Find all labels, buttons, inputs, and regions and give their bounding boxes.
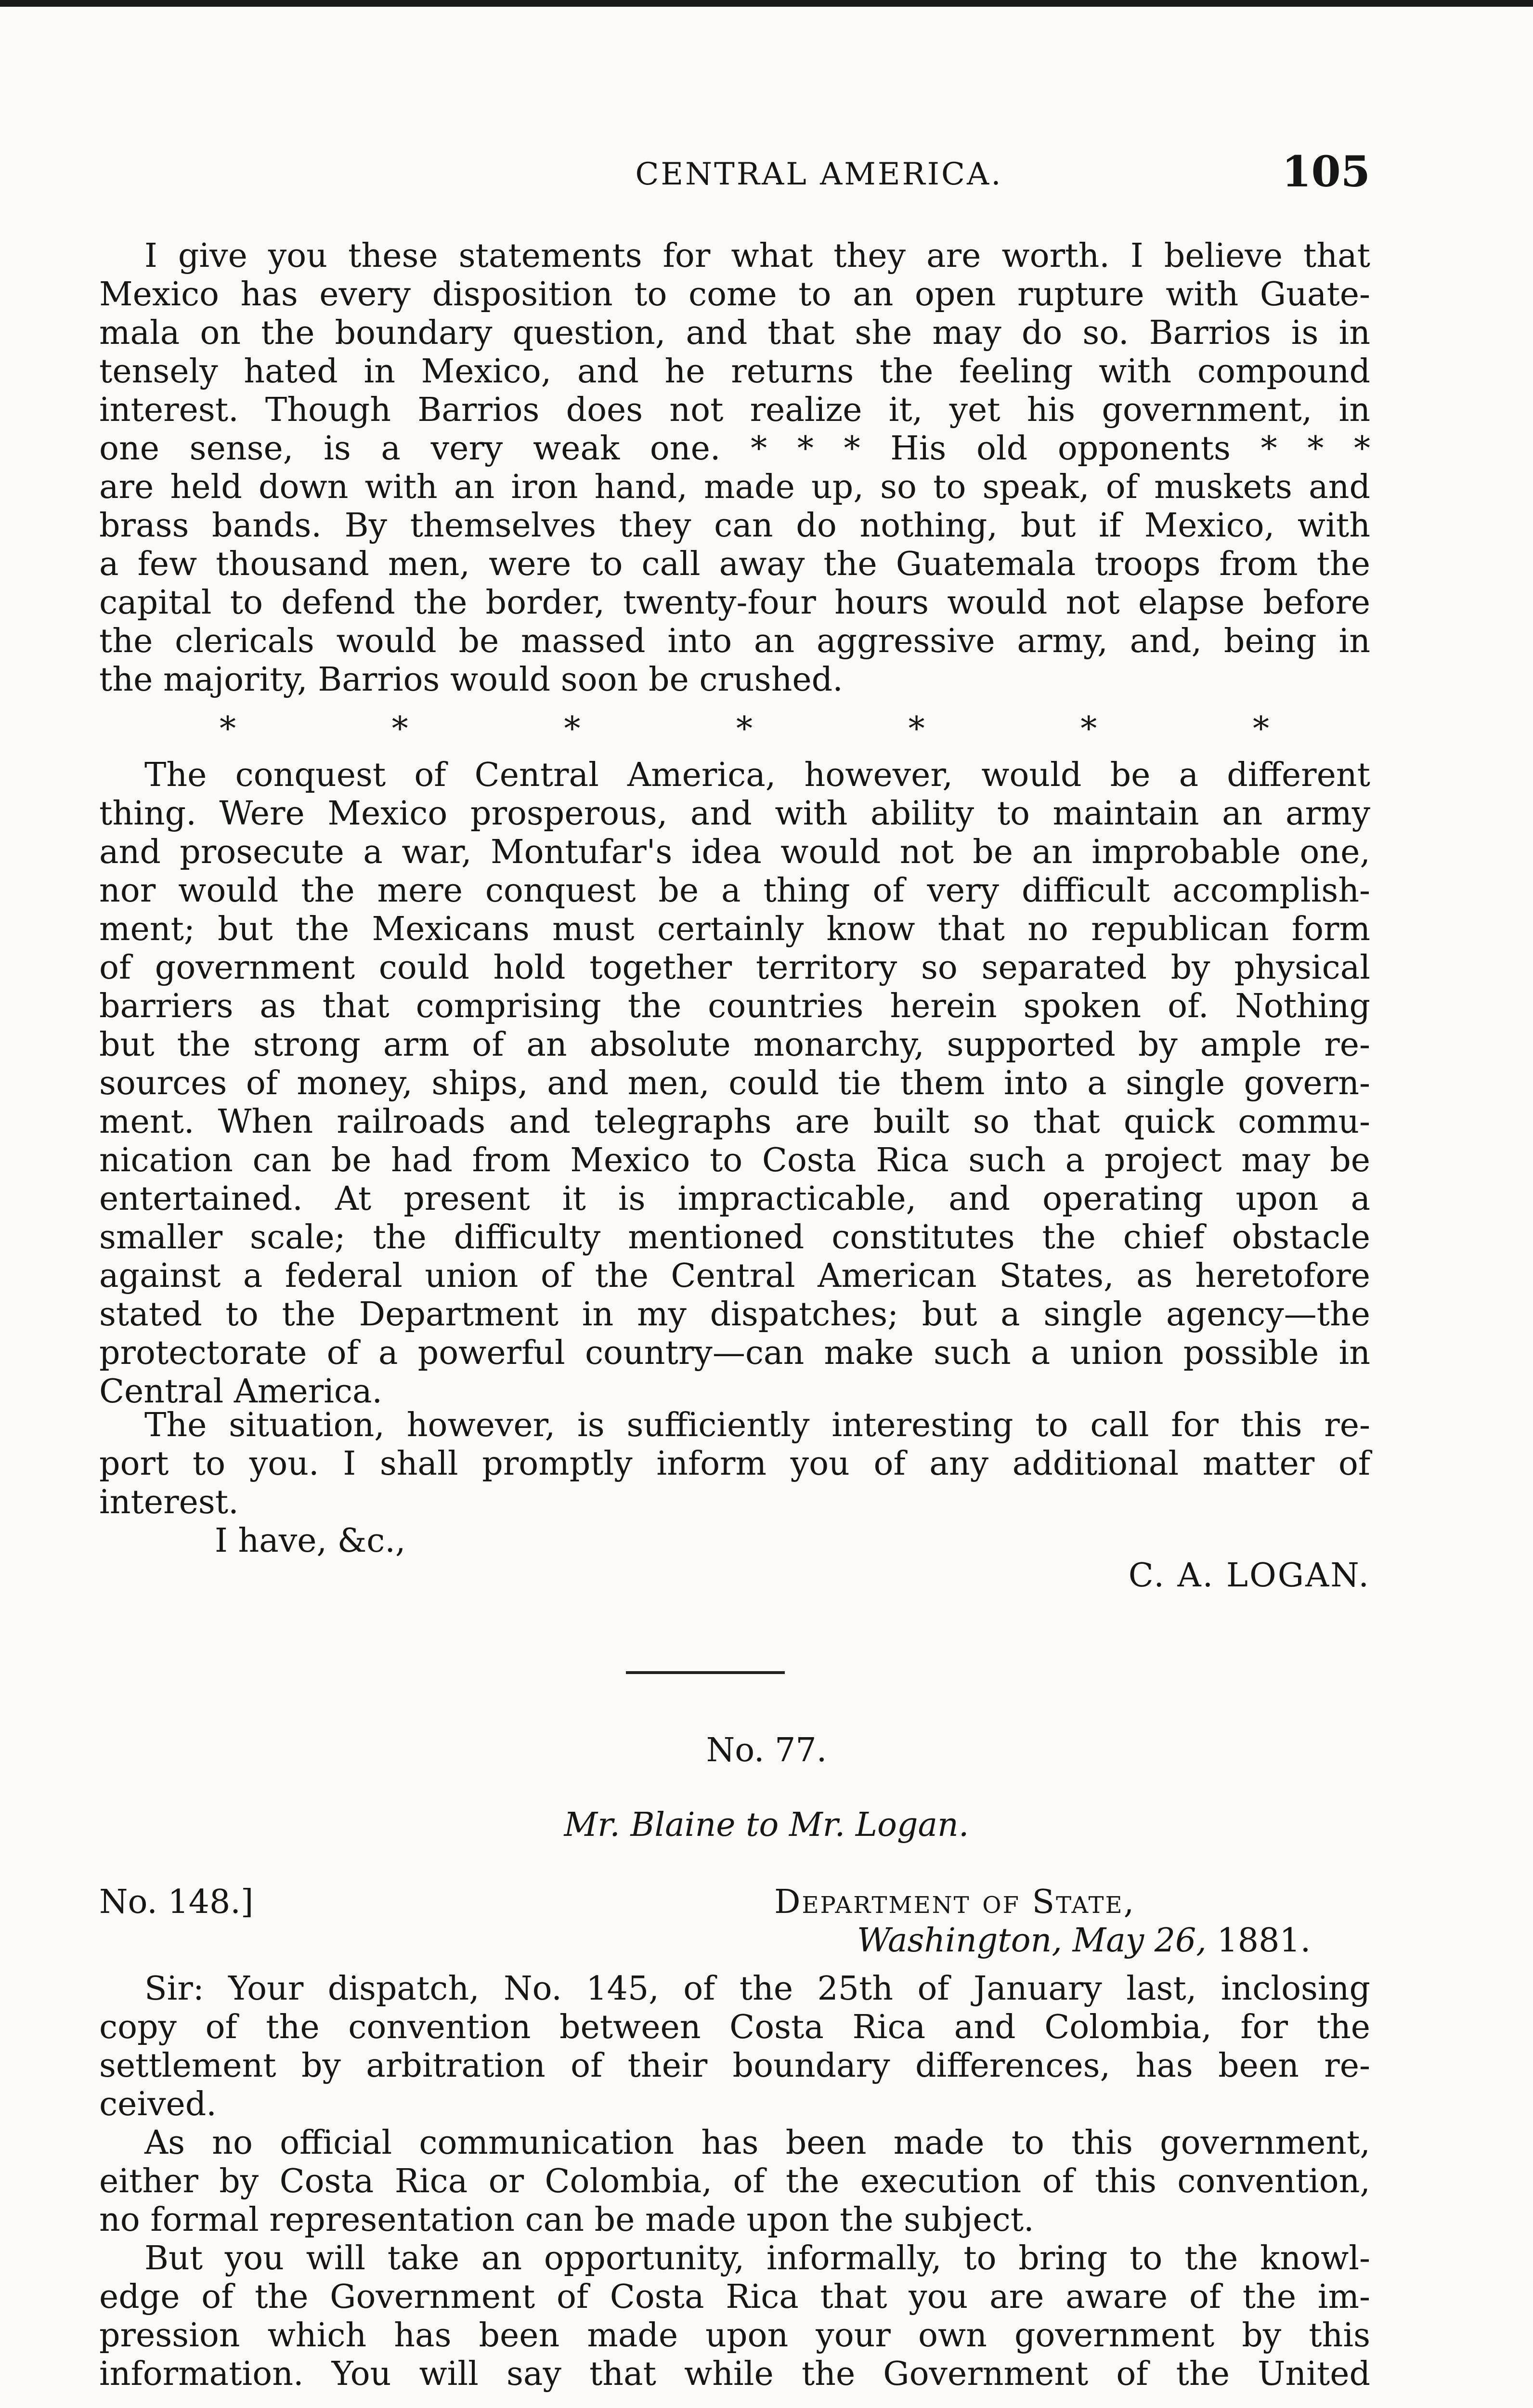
text-line: but the strong arm of an absolute monarchy, supported by ample re- <box>99 1026 1370 1064</box>
text-line: protectorate of a powerful country—can make such a union possible in <box>99 1334 1370 1372</box>
text-line: sources of money, ships, and men, could tie them into a single govern- <box>99 1064 1370 1102</box>
text-line: information. You will say that while the Government of the United <box>99 2355 1370 2393</box>
star: * <box>736 710 753 748</box>
text-line: are held down with an iron hand, made up, so to speak, of muskets and <box>99 468 1370 506</box>
text-line: no formal representation can be made upon the subject. <box>99 2201 1034 2239</box>
text-line: smaller scale; the difficulty mentioned constitutes the chief obstacle <box>99 1218 1370 1256</box>
text-line: thing. Were Mexico prosperous, and with ability to maintain an army <box>99 795 1370 833</box>
text-line: nor would the mere conquest be a thing of very difficult accomplish- <box>99 872 1370 910</box>
star: * <box>908 710 925 748</box>
text-line: one sense, is a very weak one. * * * His old opponents * * * <box>99 430 1370 468</box>
text-line: interest. Though Barrios does not realize it, yet his government, in <box>99 391 1370 429</box>
signature: C. A. LOGAN. <box>1128 1557 1370 1595</box>
department-heading: Department of State, <box>774 1883 1136 1921</box>
text-line: of government could hold together territory so separated by physical <box>99 949 1370 987</box>
text-line: settlement by arbitration of their boundary differences, has been re- <box>99 2047 1370 2085</box>
text-line: edge of the Government of Costa Rica that you are aware of the im- <box>99 2278 1370 2316</box>
star: * <box>391 710 408 748</box>
text-line: ment. When railroads and telegraphs are built so that quick commu- <box>99 1103 1370 1141</box>
text-line: ment; but the Mexicans must certainly know that no republican form <box>99 910 1370 948</box>
star: * <box>220 710 236 748</box>
dispatch-number: No. 148.] <box>99 1883 254 1921</box>
year-text: 1881. <box>1217 1922 1311 1960</box>
text-line: As no official communication has been made to this government, <box>144 2124 1370 2162</box>
text-line: port to you. I shall promptly inform you of any additional matter of <box>99 1445 1370 1483</box>
text-line: tensely hated in Mexico, and he returns the feeling with compound <box>99 353 1370 391</box>
text-line: capital to defend the border, twenty-four hours would not elapse before <box>99 584 1370 622</box>
text-line: The conquest of Central America, however, would be a different <box>144 756 1370 794</box>
closing-line: I have, &c., <box>215 1522 406 1560</box>
text-line: the majority, Barrios would soon be crushed. <box>99 661 843 699</box>
page-number: 105 <box>1282 146 1370 196</box>
text-line: nication can be had from Mexico to Costa Rica such a project may be <box>99 1141 1370 1179</box>
text-line: mala on the boundary question, and that she may do so. Barrios is in <box>99 314 1370 352</box>
text-line: Sir: Your dispatch, No. 145, of the 25th of January last, inclosing <box>144 1970 1370 2008</box>
document-number: No. 77. <box>706 1731 827 1769</box>
text-line: Central America. <box>99 1373 383 1411</box>
star: * <box>1252 710 1269 748</box>
text-line: ceived. <box>99 2085 217 2123</box>
ellipsis-stars <box>99 710 1370 748</box>
text-line: Mexico has every disposition to come to an open rupture with Guate- <box>99 275 1370 314</box>
star: * <box>1080 710 1097 748</box>
text-line: a few thousand men, were to call away the Guatemala troops from the <box>99 545 1370 583</box>
text-line: the clericals would be massed into an aggressive army, and, being in <box>99 622 1370 660</box>
text-line: interest. <box>99 1483 239 1521</box>
text-line: entertained. At present it is impracticable, and operating upon a <box>99 1180 1370 1218</box>
star: * <box>564 710 581 748</box>
text-line: brass bands. By themselves they can do nothing, but if Mexico, with <box>99 507 1370 545</box>
text-line: copy of the convention between Costa Rica and Colombia, for the <box>99 2008 1370 2046</box>
page-header <box>99 144 1370 202</box>
document-title: Mr. Blaine to Mr. Logan. <box>564 1806 969 1844</box>
top-rule <box>0 0 1533 7</box>
text-line: barriers as that comprising the countries herein spoken of. Nothing <box>99 987 1370 1025</box>
text-line: But you will take an opportunity, informally, to bring to the knowl- <box>144 2239 1370 2277</box>
running-head: CENTRAL AMERICA. <box>635 157 1003 192</box>
text-line: and prosecute a war, Montufar's idea would not be an improbable one, <box>99 833 1370 871</box>
text-line: pression which has been made upon your own government by this <box>99 2316 1370 2355</box>
text-line: I give you these statements for what they are worth. I believe that <box>144 237 1370 275</box>
text-line: stated to the Department in my dispatches; but a single agency—the <box>99 1296 1370 1334</box>
text-line: either by Costa Rica or Colombia, of the execution of this convention, <box>99 2162 1370 2200</box>
place-text: Washington, May 26, <box>857 1922 1207 1960</box>
text-line: The situation, however, is sufficiently interesting to call for this re- <box>144 1406 1370 1444</box>
section-divider <box>626 1671 785 1674</box>
text-line: against a federal union of the Central American States, as heretofore <box>99 1257 1370 1295</box>
place-date <box>857 1922 1311 1960</box>
